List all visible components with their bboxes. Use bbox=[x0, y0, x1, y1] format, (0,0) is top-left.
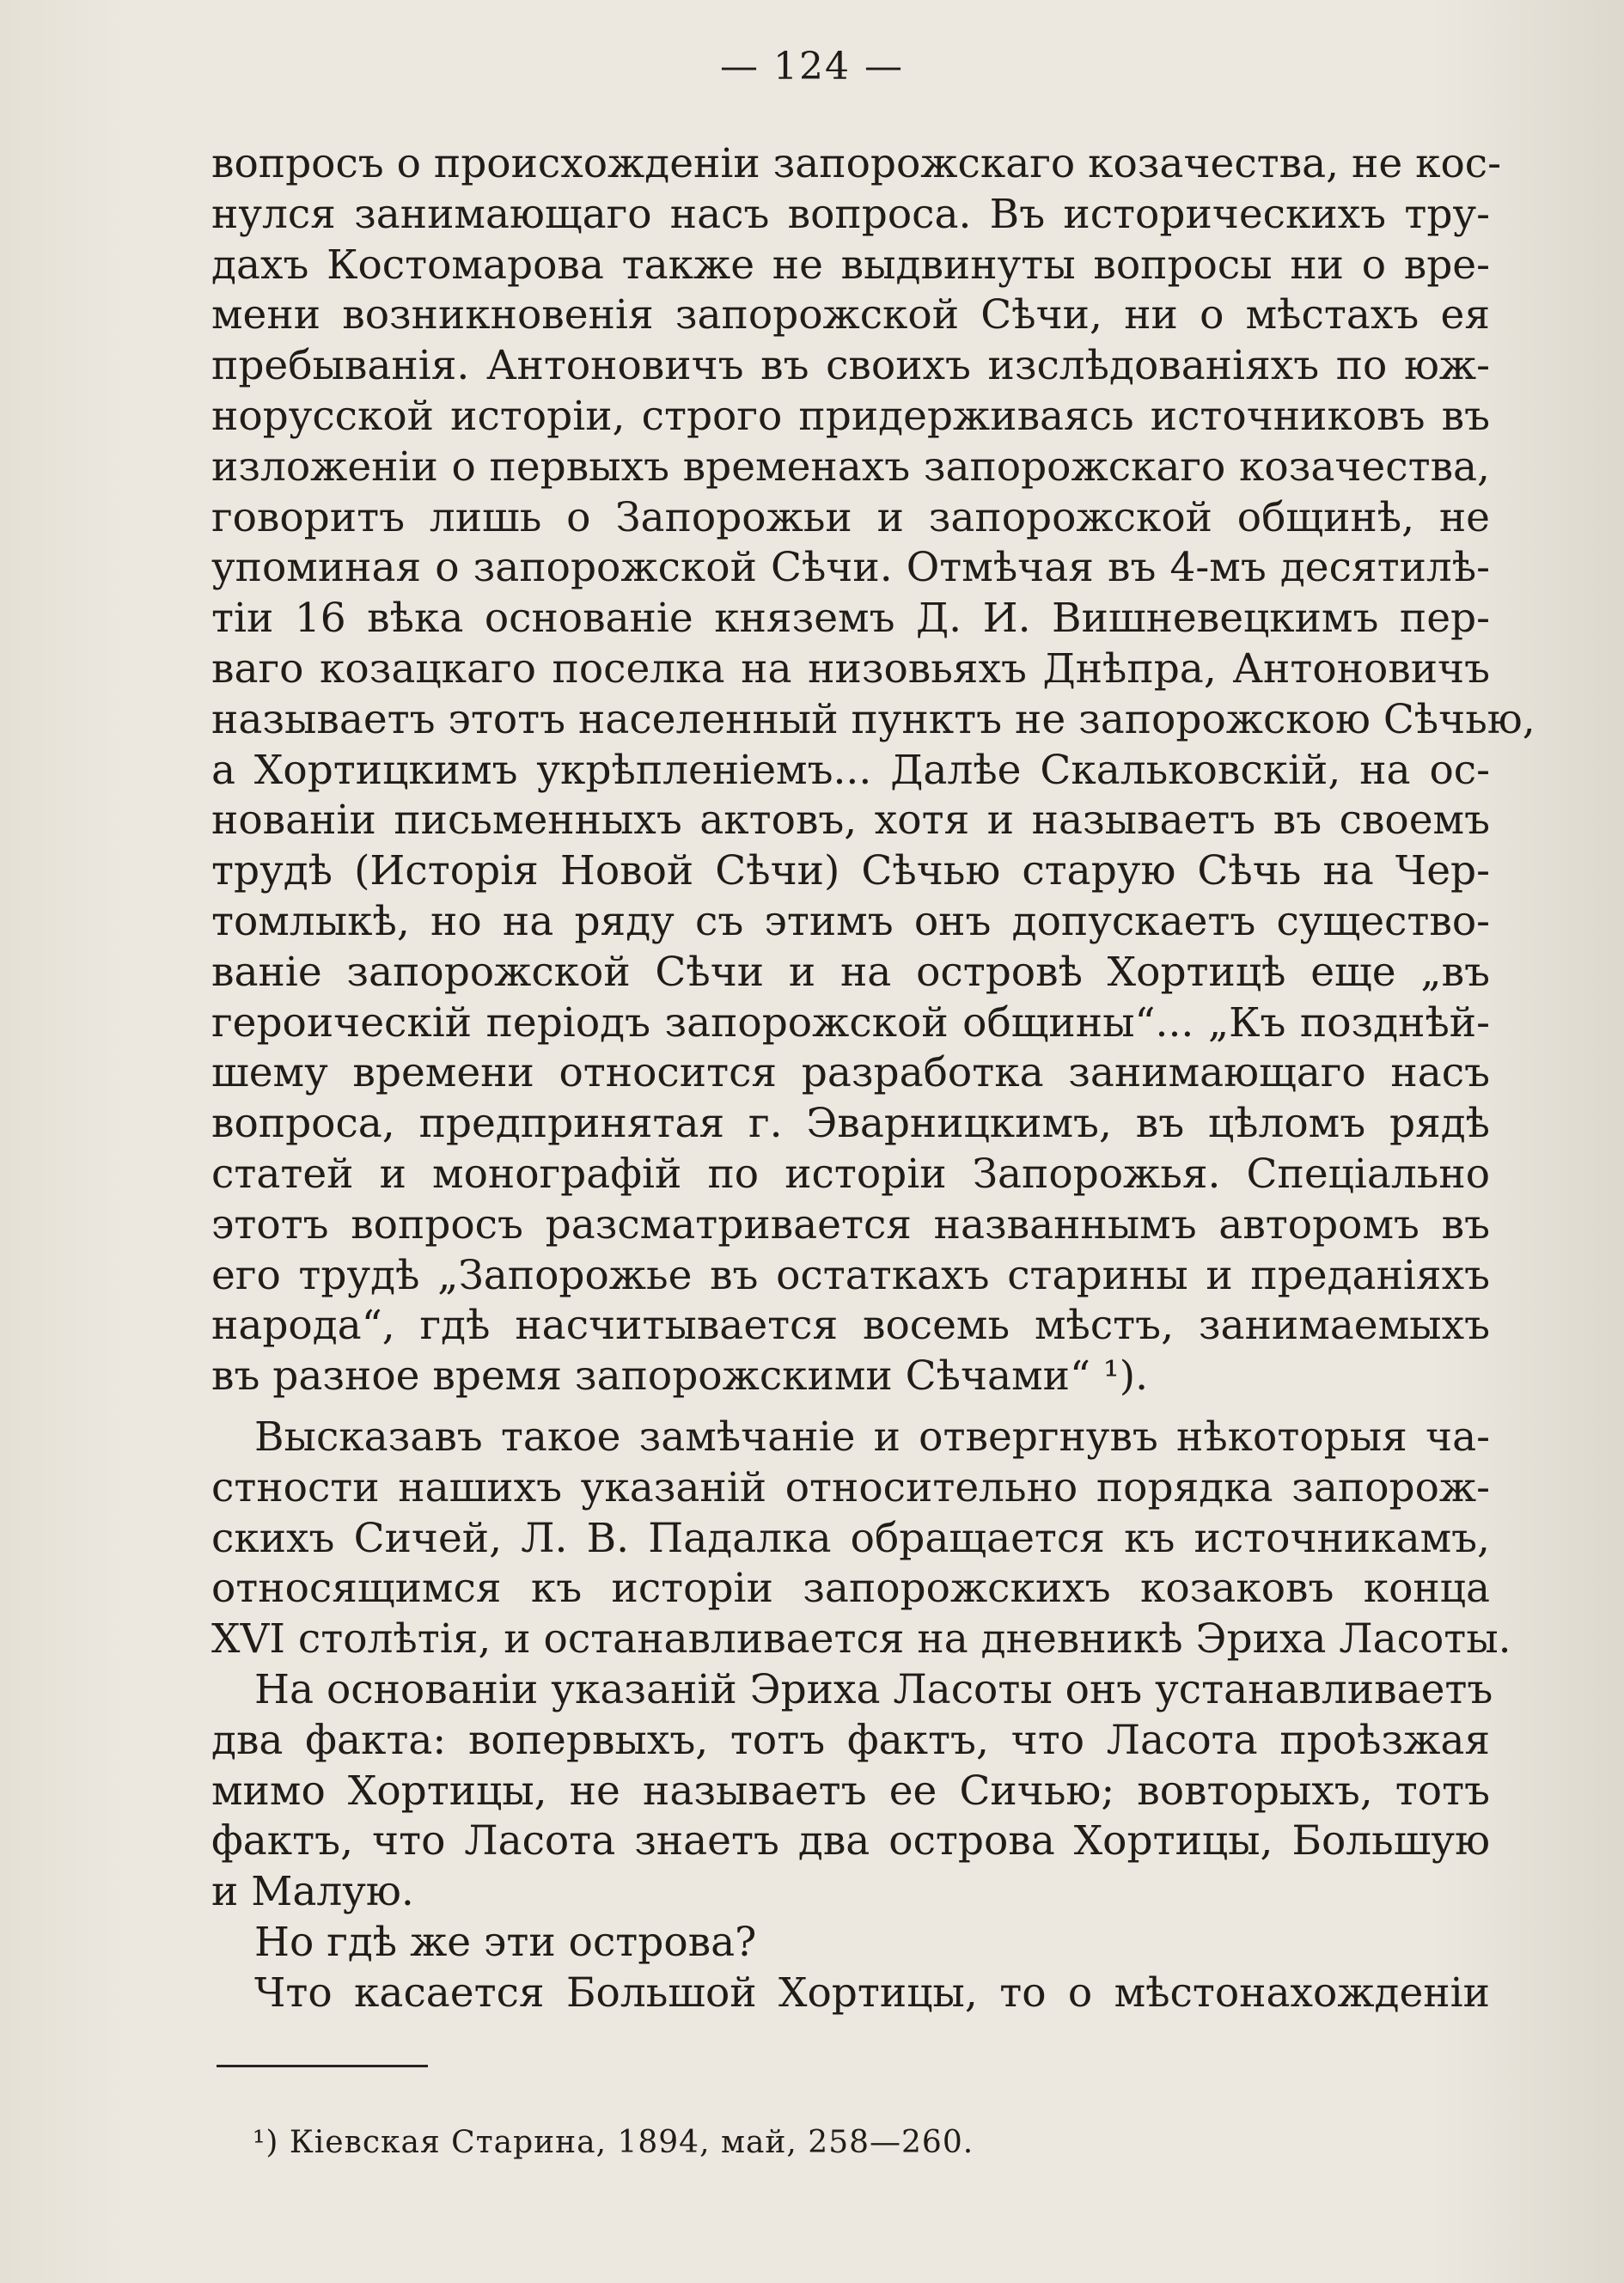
text-line: мимо Хортицы, не называетъ ее Сичью; вовторыхъ, тотъ bbox=[211, 1767, 1490, 1815]
body-text bbox=[211, 139, 1535, 2018]
text-line: Но гдѣ же эти острова? bbox=[254, 1918, 757, 1966]
text-line: трудѣ (Исторія Новой Сѣчи) Сѣчью старую Сѣчь на Чер- bbox=[211, 847, 1490, 895]
text-line: изложеніи о первыхъ временахъ запорожскаго козачества, bbox=[211, 443, 1490, 491]
text-line: нованіи письменныхъ актовъ, хотя и называетъ въ своемъ bbox=[211, 797, 1490, 845]
text-line: относящимся къ исторіи запорожскихъ козаковъ конца bbox=[211, 1565, 1490, 1613]
footnote: ¹) Кіевская Старина, 1894, май, 258—260. bbox=[253, 2125, 974, 2160]
text-line: Что касается Большой Хортицы, то о мѣстонахожденіи bbox=[254, 1969, 1490, 2017]
text-line: ваніе запорожской Сѣчи и на островѣ Хортицѣ еще „въ bbox=[211, 948, 1490, 996]
text-line: говоритъ лишь о Запорожьи и запорожской общинѣ, не bbox=[211, 493, 1490, 541]
text-line: шему времени относится разработка занимающаго насъ bbox=[211, 1049, 1490, 1097]
text-line: норусской исторіи, строго придерживаясь источниковъ въ bbox=[211, 392, 1490, 440]
paragraph-4 bbox=[211, 1918, 1490, 1969]
text-line: стности нашихъ указаній относительно порядка запорож- bbox=[211, 1463, 1490, 1511]
text-line: фактъ, что Ласота знаетъ два острова Хортицы, Большую bbox=[211, 1817, 1490, 1865]
text-line: статей и монографій по исторіи Запорожья. Спеціально bbox=[211, 1150, 1490, 1198]
paragraph-1 bbox=[211, 139, 1535, 1402]
text-line: нулся занимающаго насъ вопроса. Въ историческихъ тру- bbox=[211, 190, 1490, 238]
text-line: героическій періодъ запорожской общины“... „Къ позднѣй- bbox=[211, 998, 1490, 1047]
text-line: называетъ этотъ населенный пунктъ не запорожскою Сѣчью, bbox=[211, 695, 1535, 743]
text-line: ваго козацкаго поселка на низовьяхъ Днѣпра, Антоновичъ bbox=[211, 644, 1490, 693]
text-line: XVI столѣтія, и останавливается на дневникѣ Эриха Ласоты. bbox=[211, 1615, 1511, 1663]
text-line: два факта: вопервыхъ, тотъ фактъ, что Ласота проѣзжая bbox=[211, 1716, 1490, 1764]
text-line: Высказавъ такое замѣчаніе и отвергнувъ нѣкоторыя ча- bbox=[254, 1413, 1490, 1461]
page-number: — 124 — bbox=[720, 45, 904, 89]
text-line: этотъ вопросъ разсматривается названнымъ авторомъ въ bbox=[211, 1200, 1490, 1248]
paragraph-5 bbox=[211, 1969, 1490, 2019]
footnote-divider bbox=[217, 2065, 428, 2067]
text-line: и Малую. bbox=[211, 1868, 414, 1916]
text-line: На основаніи указаній Эриха Ласоты онъ устанавливаетъ bbox=[254, 1665, 1493, 1713]
text-line: томлыкѣ, но на ряду съ этимъ онъ допускаетъ существо- bbox=[211, 897, 1490, 945]
text-line: въ разное время запорожскими Сѣчами“ ¹). bbox=[211, 1352, 1149, 1401]
text-line: скихъ Сичей, Л. В. Падалка обращается къ источникамъ, bbox=[211, 1514, 1490, 1562]
text-line: его трудѣ „Запорожье въ остаткахъ старины и преданіяхъ bbox=[211, 1251, 1490, 1299]
paragraph-3 bbox=[211, 1665, 1493, 1918]
text-line: пребыванія. Антоновичъ въ своихъ изслѣдованіяхъ по юж- bbox=[211, 342, 1490, 390]
text-line: а Хортицкимъ укрѣпленіемъ... Далѣе Скальковскій, на ос- bbox=[211, 746, 1490, 794]
text-line: народа“, гдѣ насчитывается восемь мѣстъ, занимаемыхъ bbox=[211, 1302, 1490, 1350]
paragraph-2 bbox=[211, 1413, 1511, 1665]
text-line: мени возникновенія запорожской Сѣчи, ни о мѣстахъ ея bbox=[211, 291, 1490, 339]
text-line: дахъ Костомарова также не выдвинуты вопросы ни о вре- bbox=[211, 241, 1490, 289]
text-line: тіи 16 вѣка основаніе княземъ Д. И. Вишневецкимъ пер- bbox=[211, 595, 1490, 643]
text-line: вопроса, предпринятая г. Эварницкимъ, въ цѣломъ рядѣ bbox=[211, 1100, 1490, 1148]
text-line: упоминая о запорожской Сѣчи. Отмѣчая въ 4-мъ десятилѣ- bbox=[211, 544, 1490, 592]
text-line: вопросъ о происхожденіи запорожскаго козачества, не кос- bbox=[211, 140, 1501, 187]
